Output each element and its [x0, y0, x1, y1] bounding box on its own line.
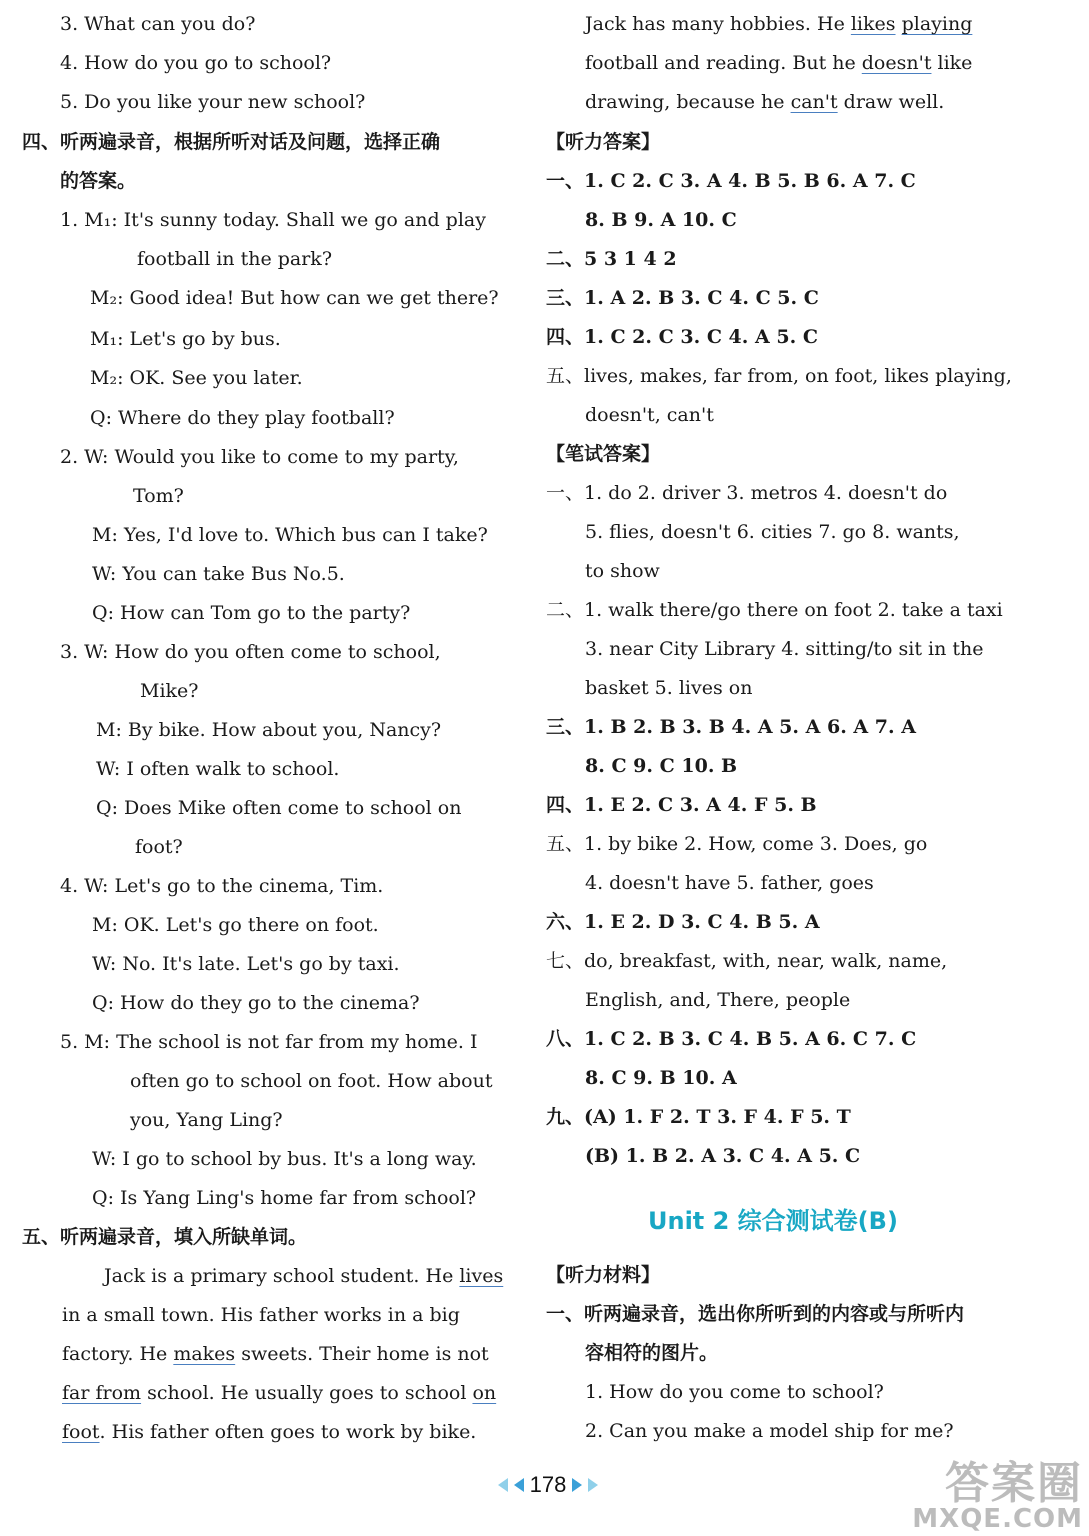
answer-line: 8. B 9. A 10. C: [585, 209, 737, 231]
answer-line: 八、1. C 2. B 3. C 4. B 5. A 6. C 7. C: [546, 1028, 917, 1050]
dialog-line: M: By bike. How about you, Nancy?: [96, 719, 442, 741]
answer-line: 九、(A) 1. F 2. T 3. F 4. F 5. T: [546, 1106, 851, 1128]
answer-line: 二、5 3 1 4 2: [546, 248, 677, 270]
dialog-line: M₁: Let's go by bus.: [90, 328, 281, 350]
filled-word: lives: [459, 1265, 504, 1287]
material-item: 1. How do you come to school?: [585, 1381, 884, 1403]
dialog-line: Tom?: [133, 485, 184, 507]
page-footer: [458, 1470, 638, 1500]
answer-line: English, and, There, people: [585, 989, 851, 1011]
dialog-line: W: No. It's late. Let's go by taxi.: [92, 953, 400, 975]
answer-line: 一、1. C 2. C 3. A 4. B 5. B 6. A 7. C: [546, 170, 916, 192]
dialog-question: Q: How do they go to the cinema?: [92, 992, 420, 1014]
dialog-line: football in the park?: [137, 248, 333, 270]
next-arrow-icon: [588, 1478, 598, 1492]
dialog-line: M: OK. Let's go there on foot.: [92, 914, 379, 936]
next-arrow-icon: [572, 1478, 582, 1492]
answer-line: to show: [585, 560, 660, 582]
answer-line: 六、1. E 2. D 3. C 4. B 5. A: [546, 911, 820, 933]
passage-line: far from school. He usually goes to school on: [62, 1382, 497, 1404]
passage-line: foot. His father often goes to work by bike.: [62, 1421, 477, 1443]
dialog-line: M: Yes, I'd love to. Which bus can I take?: [92, 524, 488, 546]
listening-material-header: 【听力材料】: [546, 1264, 661, 1286]
filled-word: playing: [901, 13, 973, 35]
dialog-question: Q: How can Tom go to the party?: [92, 602, 411, 624]
answer-line: 二、1. walk there/go there on foot 2. take a taxi: [546, 599, 1003, 621]
passage-line: football and reading. But he doesn't like: [585, 52, 973, 74]
dialog-line: W: I go to school by bus. It's a long way.: [92, 1148, 477, 1170]
dialog-line: 4. W: Let's go to the cinema, Tim.: [60, 875, 384, 897]
filled-word: doesn't: [861, 52, 932, 74]
section-5-heading: 五、听两遍录音，填入所缺单词。: [22, 1226, 308, 1248]
filled-word: foot: [62, 1421, 100, 1443]
passage-line: Jack has many hobbies. He likes playing: [585, 13, 973, 35]
question-item: 5. Do you like your new school?: [60, 91, 366, 113]
filled-word: on: [472, 1382, 497, 1404]
answer-line: 五、lives, makes, far from, on foot, likes playing,: [546, 365, 1012, 387]
answer-line: 五、1. by bike 2. How, come 3. Does, go: [546, 833, 928, 855]
dialog-line: Mike?: [140, 680, 199, 702]
answer-line: 四、1. C 2. C 3. C 4. A 5. C: [546, 326, 818, 348]
question-item: 4. How do you go to school?: [60, 52, 332, 74]
answer-line: 七、do, breakfast, with, near, walk, name,: [546, 950, 948, 972]
passage-line: in a small town. His father works in a big: [62, 1304, 460, 1326]
answer-line: 5. flies, doesn't 6. cities 7. go 8. wants,: [585, 521, 960, 543]
answer-line: 三、1. A 2. B 3. C 4. C 5. C: [546, 287, 819, 309]
dialog-line: you, Yang Ling?: [130, 1109, 283, 1131]
answer-line: 三、1. B 2. B 3. B 4. A 5. A 6. A 7. A: [546, 716, 916, 738]
page-number: 178: [529, 1472, 567, 1497]
answer-line: 一、1. do 2. driver 3. metros 4. doesn't do: [546, 482, 948, 504]
dialog-line: 5. M: The school is not far from my home. I: [60, 1031, 478, 1053]
answer-line: basket 5. lives on: [585, 677, 753, 699]
filled-word: can't: [790, 91, 838, 113]
dialog-line: often go to school on foot. How about: [130, 1070, 493, 1092]
listening-answers-header: 【听力答案】: [546, 131, 661, 153]
dialog-line: M₂: OK. See you later.: [90, 367, 303, 389]
answer-line: 4. doesn't have 5. father, goes: [585, 872, 874, 894]
answer-line: 3. near City Library 4. sitting/to sit in the: [585, 638, 984, 660]
dialog-line: M₂: Good idea! But how can we get there?: [90, 287, 499, 309]
material-item: 2. Can you make a model ship for me?: [585, 1420, 954, 1442]
answer-line: doesn't, can't: [585, 404, 714, 426]
unit-title: Unit 2 综合测试卷(B): [648, 1207, 898, 1235]
dialog-line: foot?: [135, 836, 183, 858]
answer-line: 8. C 9. B 10. A: [585, 1067, 737, 1089]
filled-word: makes: [173, 1343, 236, 1365]
dialog-line: 1. M₁: It's sunny today. Shall we go and play: [60, 209, 486, 231]
answer-line: 四、1. E 2. C 3. A 4. F 5. B: [546, 794, 817, 816]
dialog-line: 3. W: How do you often come to school,: [60, 641, 441, 663]
passage-line: drawing, because he can't draw well.: [585, 91, 945, 113]
prev-arrow-icon: [514, 1478, 524, 1492]
filled-word: likes: [850, 13, 896, 35]
dialog-line: 2. W: Would you like to come to my party,: [60, 446, 459, 468]
filled-word: far from: [62, 1382, 142, 1404]
prev-arrow-icon: [498, 1478, 508, 1492]
question-item: 3. What can you do?: [60, 13, 256, 35]
section-4-heading: 四、听两遍录音，根据所听对话及问题，选择正确: [22, 131, 441, 153]
dialog-line: W: I often walk to school.: [96, 758, 340, 780]
written-answers-header: 【笔试答案】: [546, 443, 661, 465]
material-section-heading-cont: 容相符的图片。: [585, 1342, 719, 1364]
passage-line: Jack is a primary school student. He lives: [104, 1265, 504, 1287]
dialog-question: Q: Is Yang Ling's home far from school?: [92, 1187, 477, 1209]
dialog-question: Q: Does Mike often come to school on: [96, 797, 462, 819]
material-section-heading: 一、听两遍录音，选出你所听到的内容或与所听内: [546, 1303, 965, 1325]
answer-line: (B) 1. B 2. A 3. C 4. A 5. C: [585, 1145, 861, 1167]
dialog-question: Q: Where do they play football?: [90, 407, 395, 429]
dialog-line: W: You can take Bus No.5.: [92, 563, 345, 585]
watermark-logo: 答案圈 MXQE.COM: [912, 1458, 1083, 1534]
answer-line: 8. C 9. C 10. B: [585, 755, 738, 777]
passage-line: factory. He makes sweets. Their home is not: [62, 1343, 489, 1365]
section-4-heading-cont: 的答案。: [60, 170, 137, 192]
